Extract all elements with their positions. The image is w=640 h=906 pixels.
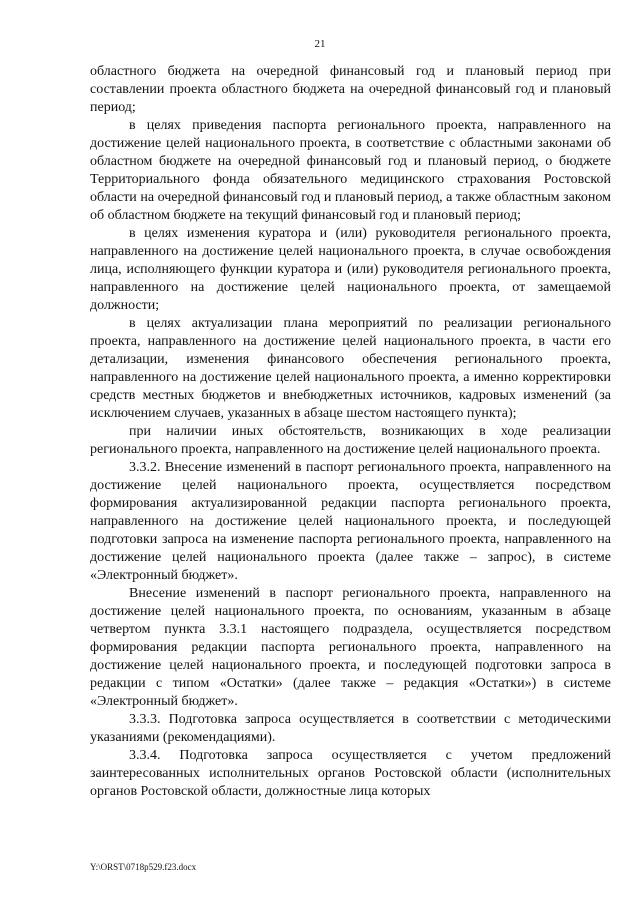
- paragraph: в целях актуализации плана мероприятий по реализации регионального проекта, направленного на достижение целей национального проекта, в части его детализации, изменения финансового обеспечения регионального проекта, направленного на достижение целей национального проекта, а именно корректировки средств местных бюджетов и внебюджетных источников, кадровых изменений (за исключением случаев, указанных в абзаце шестом настоящего пункта);: [90, 316, 611, 421]
- paragraph: в целях изменения куратора и (или) руководителя регионального проекта, направленного на достижение целей национального проекта, в случае освобождения лица, исполняющего функции куратора и (или) руководителя регионального проекта, направленного на достижение целей национального проекта, от замещаемой должности;: [90, 226, 611, 313]
- paragraph: областного бюджета на очередной финансовый год и плановый период при составлении проекта областного бюджета на очередной финансовый год и плановый период;: [90, 64, 611, 115]
- document-body: [90, 63, 611, 801]
- paragraph: 3.3.4. Подготовка запроса осуществляется с учетом предложений заинтересованных исполнительных органов Ростовской области (исполнительных органов Ростовской области, должностные лица которых: [90, 748, 611, 799]
- paragraph: Внесение изменений в паспорт регионального проекта, направленного на достижение целей национального проекта, по основаниям, указанным в абзаце четвертом пункта 3.3.1 настоящего подраздела, осуществляется посредством формирования редакции паспорта регионального проекта, направленного на достижение целей национального проекта, и последующей подготовки запроса в редакции с типом «Остатки» (далее также – редакция «Остатки») в системе «Электронный бюджет».: [90, 586, 611, 709]
- paragraph: 3.3.2. Внесение изменений в паспорт регионального проекта, направленного на достижение целей национального проекта, осуществляется посредством формирования актуализированной редакции паспорта регионального проекта, направленного на достижение целей национального проекта, и последующей подготовки запроса на изменение паспорта регионального проекта, направленного на достижение целей национального проекта (далее также – запрос), в системе «Электронный бюджет».: [90, 460, 611, 583]
- footer-file-path: Y:\ORST\0718p529.f23.docx: [90, 862, 197, 872]
- paragraph: 3.3.3. Подготовка запроса осуществляется в соответствии с методическими указаниями (рекомендациями).: [90, 712, 611, 745]
- paragraph: в целях приведения паспорта регионального проекта, направленного на достижение целей национального проекта, в соответствие с областными законами об областном бюджете на очередной финансовый год и плановый период, о бюджете Территориального фонда обязательного медицинского страхования Ростовской области на очередной финансовый год и плановый период, а также областным законом об областном бюджете на текущий финансовый год и плановый период;: [90, 118, 611, 223]
- paragraph: при наличии иных обстоятельств, возникающих в ходе реализации регионального проекта, направленного на достижение целей национального проекта.: [90, 424, 611, 457]
- page-number: 21: [314, 38, 326, 50]
